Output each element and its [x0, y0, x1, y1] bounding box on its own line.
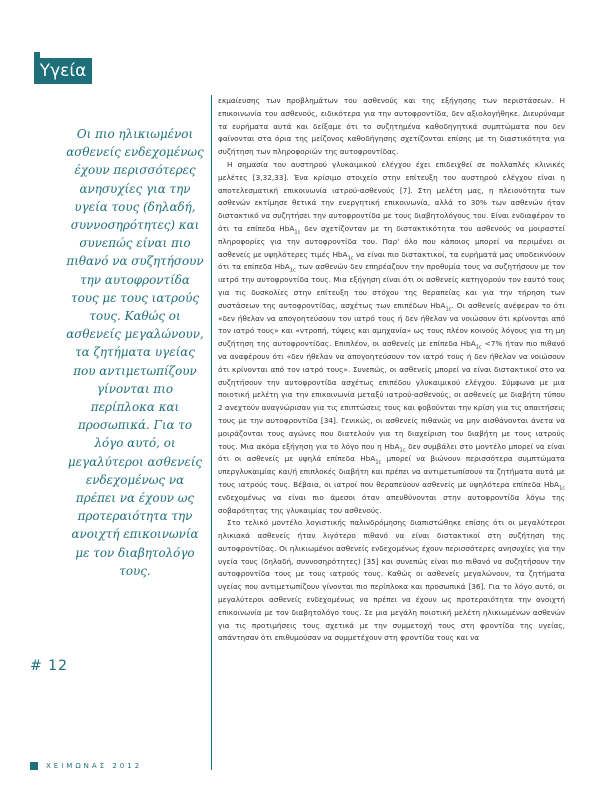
column-divider — [211, 95, 212, 770]
hba1c-term: HbA$_{1c}$ — [332, 249, 354, 262]
body-text: . Οι ασθενείς ανέφεραν το ότι «δεν ήθελαν να απογοητεύσουν τον ιατρό τους ή δεν ήθελαν να νοιώσουν ότι κρίνονται από τον ιατρό τους» και «ντροπή, τύψεις και αμηχανία» ως τους πλέον κοινούς λόγους για τη μη συζήτηση της αυτοφροντίδας. Επιπλέον, οι ασθενείς με επίπεδα — [218, 300, 565, 349]
body-paragraph: εκμαίευσης των προβλημάτων του ασθενούς και της εξήγησης των περιστάσεων. Η επικοινωνία του ασθενούς, ειδικότερα για την αυτοφροντίδα, δεν αξιολογήθηκε. Διευρύναμε τα ευρήματα αυτά και δείξαμε ότι το συζητημένα καθοδηγητικά συμπτώματα που δεν φαίνονται στα όρια της μείζονος καθοδήγησης σχετίζονται επίσης με τη διαστικότητα για συζήτηση των πληροφοριών της αυτοφροντίδας. — [218, 96, 565, 157]
pull-quote: Οι πιο ηλικιωμένοι ασθενείς ενδεχομένως έχουν περισσότερες ανησυχίες για την υγεία τους (δηλαδή, συννοσηρότητες) και συνεπώς είναι πιο πιθανό να συζητήσουν την αυτοφροντίδα τους με τους ιατρούς τους. Καθώς οι ασθενείς μεγαλώνουν, τα ζητήματα υγείας που αντιμετωπίζουν γίνονται πιο περίπλοκα και προσωπικά. Για το λόγο αυτό, οι μεγαλύτεροι ασθενείς ενδεχομένως να πρέπει να έχουν ως προτεραιότητα την ανοιχτή επικοινωνία με τον διαβητολόγο τους. — [66, 127, 204, 578]
body-paragraph: Στο τελικό μοντέλο λογιστικής παλινδρόμησης διαπιστώθηκε επίσης ότι οι μεγαλύτεροι ηλικιακά ασθενείς ήταν λιγότερο πιθανό να είναι διστακτικοί στη συζήτηση της αυτοφροντίδας. Οι ηλικιωμένοι ασθενείς ενδεχομένως έχουν περισσότερες ανησυχίες για την υγεία τους (δηλαδή, συννοσηρότητες) [35] και συνεπώς είναι πιο πιθανό να συζητήσουν την αυτοφροντίδα τους με τους ιατρούς τους. Καθώς οι ασθενείς μεγαλώνουν, τα ζητήματα υγείας που αντιμετωπίζουν γίνονται πιο περίπλοκα και προσωπικά [36]. Για το λόγο αυτό, οι μεγαλύτεροι ασθενείς ενδεχομένως να πρέπει να έχουν ως προτεραιότητα την ανοιχτή επικοινωνία με τον διαβητολόγο τους. Σε μια μεγάλη ποιοτική μελέτη ηλικιωμένων ασθενών για τις προτιμήσεις τους σχετικά με την συμμετοχή τους στη φροντίδα της υγείας, απάντησαν ότι επιθυμούσαν να συμμετέχουν στη φροντίδα τους και να — [218, 518, 565, 643]
section-label: Υγεία — [34, 58, 92, 84]
body-text: Η σημασία του αυστηρού γλυκαιμικού ελέγχου έχει επιδειχθεί σε πολλαπλές κλινικές μελέτες [3,32,33]. Ένα κρίσιμο στοιχείο στην επίτευξη του αυστηρού ελέγχου είναι η αποτελεσματική επικοινωνία ιατρού-ασθενούς [7]. Στη μελέτη μας, η πλειονότητα των ασθενών εκτίμησε θετικά την ενεργητική επικοινωνία, αλλά το 30% των ασθενών ήταν διστακτικό να συζητήσει την αυτοφροντίδα με τους διαβητολόγους του. Είναι ενδιαφέρον το ότι τα επίπεδα — [218, 159, 565, 233]
hba1c-term: HbA$_{1c}$ — [279, 223, 301, 236]
hba1c-term: HbA$_{1c}$ — [274, 262, 296, 274]
body-text: των ασθενών δεν επηρέαζουν την προθυμία τους να συζητήσουν με τον ιατρό την αυτοφροντίδα τους. Μια εξήγηση είναι ότι οι ασθενείς κατηγορούν τον εαυτό τους για τις δυσκολίες στην επίτευξη του στόχου της θεραπείας και για την τήρηση των συστάσεων της αυτοφροντίδας, ασχέτως των επιπέδων — [218, 262, 565, 310]
body-text: δεν σχετίζονταν με τη διστακτικότητα του ασθενούς να μοιραστεί πληροφορίες για την αυτοφροντίδα του. Παρ' όλο που κάποιος μπορεί να περιμένει οι ασθενείς με υψηλότερες τιμές — [218, 223, 565, 259]
footer — [30, 762, 142, 770]
hba1c-term: HbA$_{1c}$ — [384, 441, 406, 453]
body-text: δεν συμβάλει στο μοντέλο μπορεί να είναι ότι οι ασθενείς με υψηλά επίπεδα — [218, 441, 565, 464]
hba1c-term: HbA$_{1c}$ — [543, 479, 565, 492]
body-text: ενδεχομένως να είναι πιο άμεσοι όταν απευθύνονται στην αυτοφροντίδα λόγω της σοβαρότητας της γλυκαιμίας του ασθενούς. — [218, 492, 565, 515]
issue-label: ΧΕΙΜΩΝΑΣ 2012 — [46, 762, 143, 770]
footer-square-icon — [30, 762, 38, 770]
body-text: μπορεί να βιώνουν περισσότερα συμπτώματα υπεργλυκαιμίας και/ή επιπλοκές διαβήτη και πρέπει να αντιμετωπίσουν τα ζητήματα αυτά με τους ιατρούς τους. Βέβαια, οι ιατροί που θεραπεύουν ασθενείς με υψηλότερα επίπεδα — [218, 454, 565, 489]
hba1c-term: HbA$_{1c}$ — [430, 300, 452, 313]
article-body — [218, 95, 565, 645]
body-paragraph — [218, 159, 565, 517]
body-text: <7% ήταν πιο πιθανό να αναφέρουν ότι «δεν ήθελαν να απογοητεύσουν τον ιατρό τους ή δεν ήθελαν να νοιώσουν ότι κρίνονται από τον ιατρό τους». Συνεπώς, οι ασθενείς μπορεί να είναι διστακτικοί στο να συζητήσουν την αυτοφροντίδα ασχέτως επιπέδου γλυκαιμικού ελέγχου. Σύμφωνα με μια ποιοτική μελέτη για την επικοινωνία μεταξύ ιατρού-ασθενούς, οι ασθενείς με διαβήτη τύπου 2 ανεχτούν αναγνώρισαν για τις επιπτώσεις τους και φοβούνται την κρίση για τις απαιτήσεις τους με την αυτοφροντίδα [34]. Γενικώς, οι ασθενείς πιθανώς να μην αισθάνονται άνετα να μοιράζονται τους αγώνες που διατελούν για τη διαχείριση του διαβήτη με τους ιατρούς τους. Μια ακόμα εξήγηση για το λόγο που η — [218, 339, 565, 451]
hba1c-term: HbA$_{1c}$ — [460, 339, 482, 351]
body-text: να είναι πιο διστακτικοί, τα ευρήματά μας υποδεικνύουν ότι τα επίπεδα — [218, 249, 565, 272]
page-number: # 12 — [30, 658, 68, 674]
hba1c-term: HbA$_{1c}$ — [360, 454, 382, 466]
